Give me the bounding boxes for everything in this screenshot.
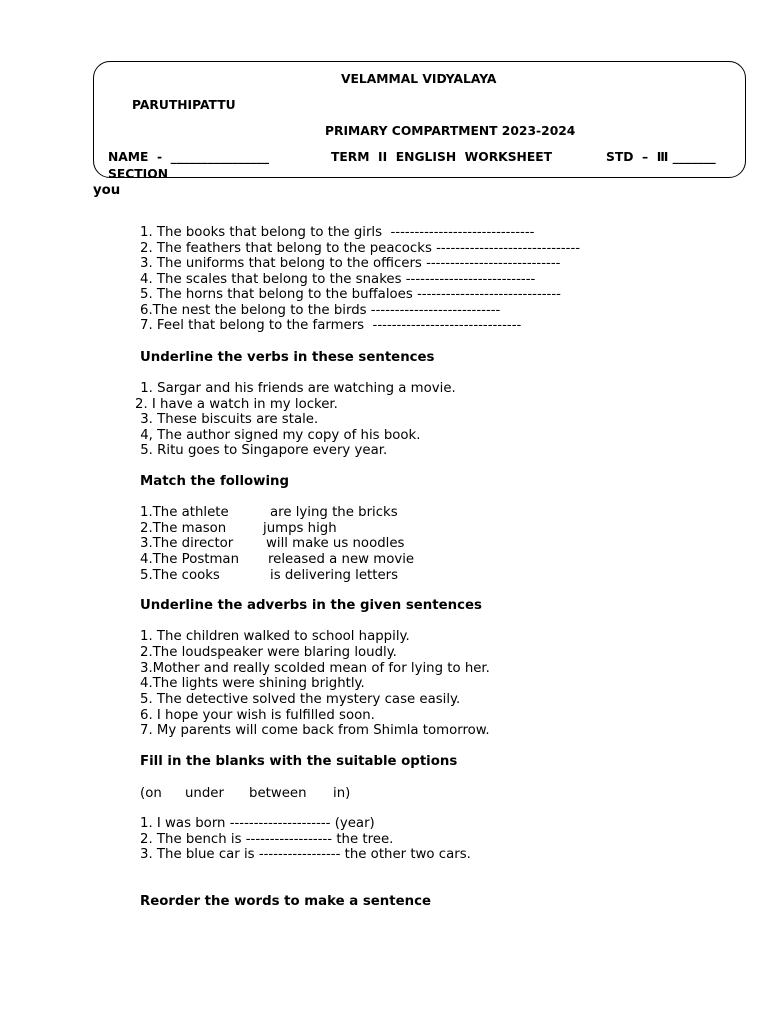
list-item: 7. My parents will come back from Shimla tomorrow.	[140, 723, 490, 738]
option-word: under	[185, 786, 224, 801]
option-word: in)	[333, 786, 351, 801]
match-right-item: released a new movie	[268, 552, 415, 567]
list-item: 3.Mother and really scolded mean of for lying to her.	[140, 661, 490, 676]
list-item: 4, The author signed my copy of his book.	[136, 428, 421, 443]
adverbs-heading: Underline the adverbs in the given sentences	[140, 598, 482, 613]
match-right-item: jumps high	[263, 521, 337, 536]
list-item: 5. The detective solved the mystery case easily.	[140, 692, 461, 707]
list-item: 2.The loudspeaker were blaring loudly.	[140, 645, 397, 660]
list-item: 4. The scales that belong to the snakes ---------------------------	[140, 272, 536, 287]
exam-title: PRIMARY COMPARTMENT 2023-2024	[325, 124, 576, 138]
reorder-heading: Reorder the words to make a sentence	[140, 894, 432, 909]
list-item: 2. The feathers that belong to the peacocks ------------------------------	[140, 241, 581, 256]
match-left-item: 2.The mason	[140, 521, 227, 536]
school-name: VELAMMAL VIDYALAYA	[341, 72, 497, 86]
match-right-item: is delivering letters	[270, 568, 399, 583]
list-item: 6.The nest the belong to the birds ---------------------------	[140, 303, 501, 318]
list-item: 5. The horns that belong to the buffaloes ------------------------------	[140, 287, 561, 302]
match-right-item: are lying the bricks	[270, 505, 398, 520]
section-field-label: SECTION	[108, 167, 168, 178]
match-heading: Match the following	[140, 474, 290, 489]
list-item: 1. The children walked to school happily.	[140, 629, 410, 644]
list-item: 2. I have a watch in my locker.	[135, 397, 338, 412]
list-item: 3. The blue car is ----------------- the other two cars.	[140, 847, 471, 862]
match-left-item: 3.The director	[140, 536, 234, 551]
header-box	[93, 61, 746, 178]
list-item: 6. I hope your wish is fulfilled soon.	[140, 708, 375, 723]
match-left-item: 5.The cooks	[140, 568, 220, 583]
std-field-label: STD – Ⅲ _______	[606, 150, 716, 164]
term-title: TERM II ENGLISH WORKSHEET	[331, 150, 553, 164]
list-item: 1. Sargar and his friends are watching a movie.	[136, 381, 456, 396]
match-right-item: will make us noodles	[266, 536, 405, 551]
match-left-item: 4.The Postman	[140, 552, 239, 567]
list-item: 3. These biscuits are stale.	[136, 412, 319, 427]
fragment-line: you	[93, 183, 121, 198]
list-item: 3. The uniforms that belong to the officers ----------------------------	[140, 256, 561, 271]
blanks-heading: Fill in the blanks with the suitable options	[140, 754, 458, 769]
list-item: 1. I was born --------------------- (year)	[140, 816, 375, 831]
verbs-heading: Underline the verbs in these sentences	[140, 350, 435, 365]
list-item: 7. Feel that belong to the farmers -------------------------------	[140, 318, 522, 333]
list-item: 5. Ritu goes to Singapore every year.	[136, 443, 388, 458]
option-word: between	[249, 786, 307, 801]
match-left-item: 1.The athlete	[140, 505, 229, 520]
branch-name: PARUTHIPATTU	[132, 98, 236, 112]
list-item: 1. The books that belong to the girls ------------------------------	[140, 225, 535, 240]
option-word: (on	[140, 786, 162, 801]
list-item: 2. The bench is ------------------ the tree.	[140, 832, 394, 847]
list-item: 4.The lights were shining brightly.	[140, 676, 365, 691]
name-field-label: NAME - ________________	[108, 150, 270, 164]
